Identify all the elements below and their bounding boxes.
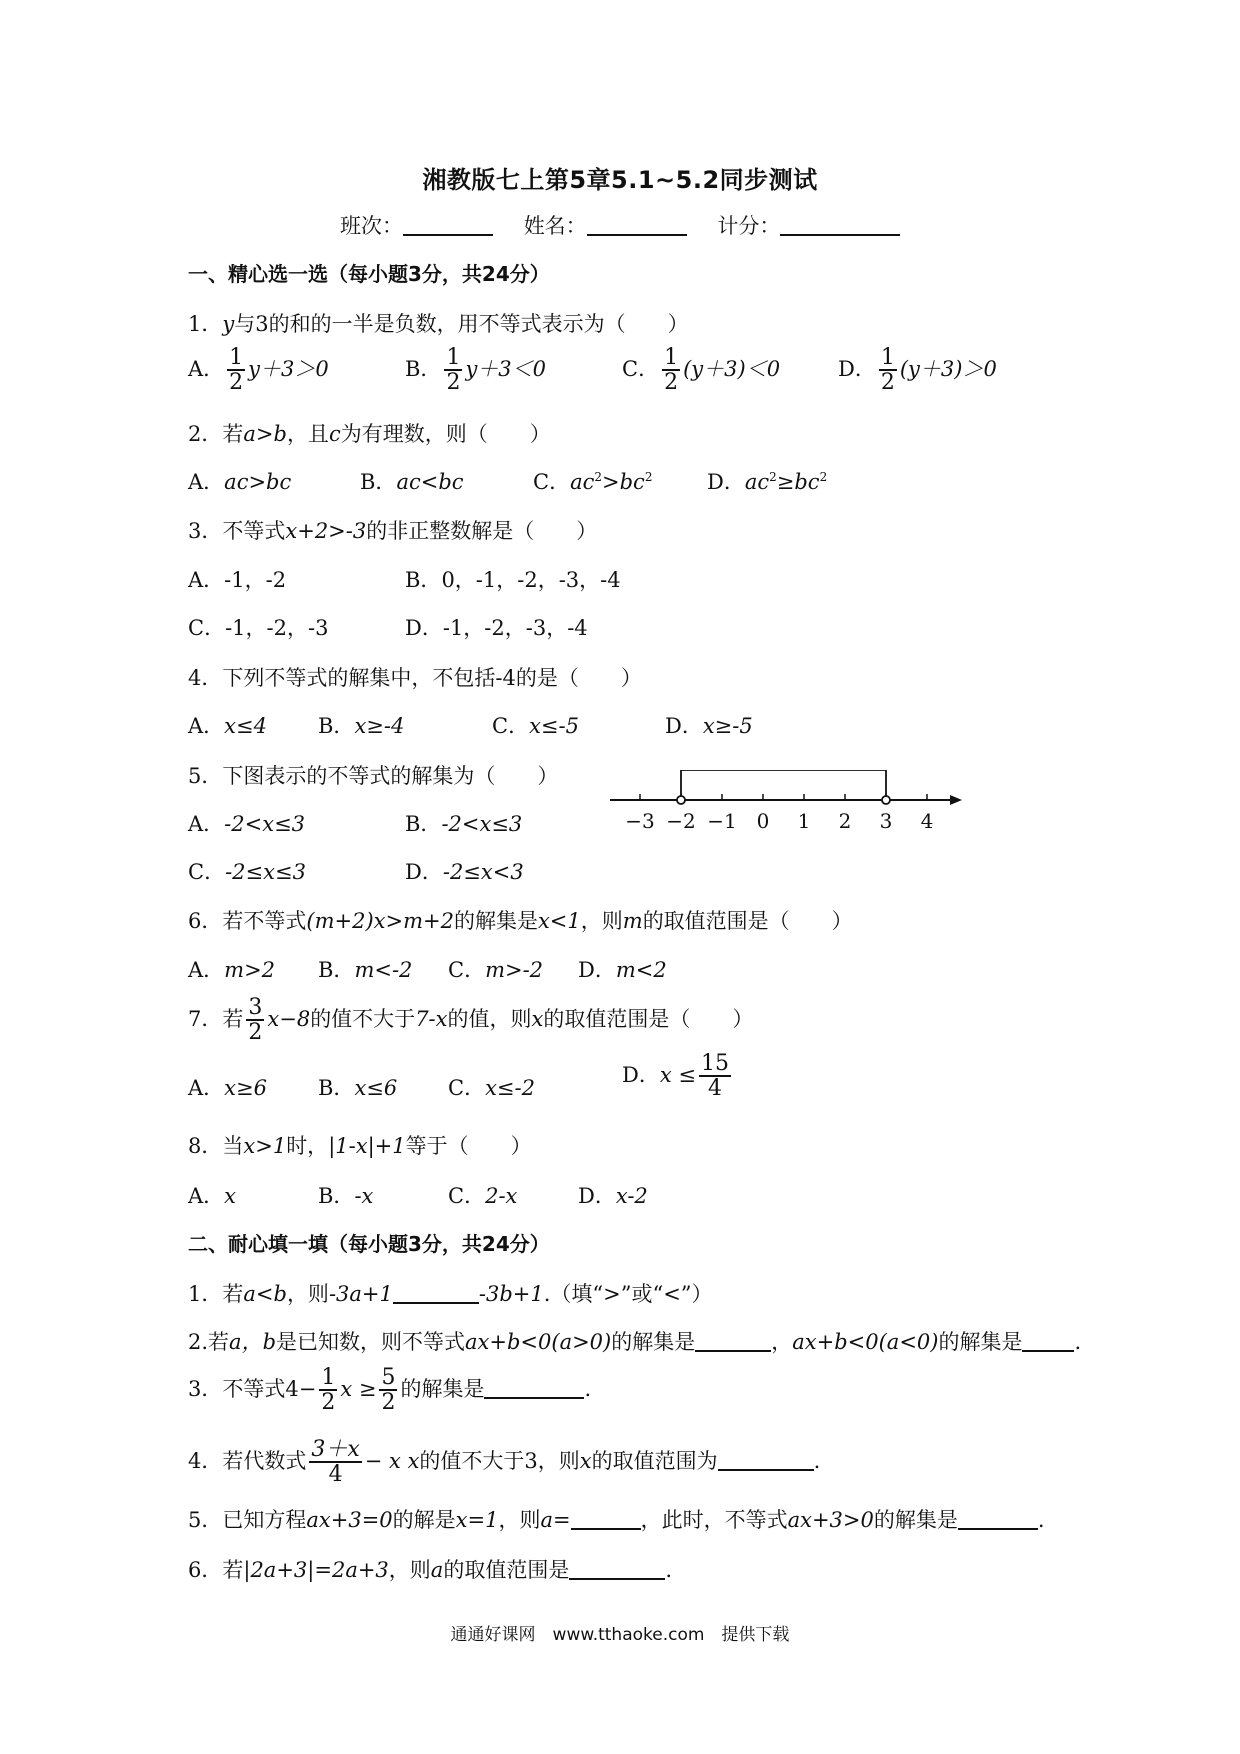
- class-field: [340, 214, 493, 238]
- question-3: 3．不等式x+2>-3的非正整数解是（ ）: [188, 519, 598, 543]
- class-label: 班次：: [340, 214, 403, 238]
- class-blank[interactable]: [403, 214, 493, 236]
- score-label: 计分：: [717, 214, 781, 238]
- name-blank[interactable]: [587, 214, 687, 236]
- fill-5-blank-2[interactable]: [958, 1508, 1038, 1530]
- question-1: [188, 308, 689, 338]
- q4-option-d[interactable]: D．x≥-5: [665, 714, 753, 738]
- q7-option-d[interactable]: D．x ≤ $\frac{15}{4}$: [622, 1051, 729, 1102]
- q1-option-c[interactable]: C． $\frac{1}{2}$ (y＋3)＜0: [622, 345, 781, 396]
- q5-option-a[interactable]: A．-2<x≤3: [188, 812, 306, 836]
- fraction: $\frac{1}{2}$: [446, 345, 461, 396]
- footer-source: 通通好课网 www.tthaoke.com 提供下载: [450, 1625, 790, 1645]
- var-y: y: [222, 312, 235, 336]
- score-blank[interactable]: [780, 214, 900, 236]
- q5-option-b[interactable]: B．-2<x≤3: [405, 812, 523, 836]
- q3-option-d[interactable]: D．-1，-2，-3，-4: [405, 616, 588, 640]
- q2-option-c[interactable]: C．$ac^2>bc^2$: [533, 470, 653, 494]
- q3-option-b[interactable]: B．0，-1，-2，-3，-4: [405, 568, 621, 592]
- question-2: 2．若a>b，且c为有理数，则（ ）: [188, 422, 551, 446]
- question-5: 5．下图表示的不等式的解集为（ ）: [188, 764, 559, 788]
- tick-label: 4: [920, 809, 934, 833]
- q7-option-a[interactable]: A．x≥6: [188, 1076, 267, 1100]
- q6-option-a[interactable]: A．m>2: [188, 958, 276, 982]
- fraction: $\frac{1}{2}$: [321, 1365, 336, 1416]
- fill-4-blank[interactable]: [718, 1449, 814, 1471]
- q1-option-a[interactable]: A． $\frac{1}{2}$ y＋3＞0: [188, 345, 329, 396]
- fraction: $\frac{1}{2}$: [229, 345, 244, 396]
- fraction: $\frac{15}{4}$: [700, 1051, 729, 1102]
- tick-label: −2: [666, 809, 696, 833]
- q8-option-c[interactable]: C．2-x: [448, 1184, 518, 1208]
- score-field: [717, 214, 900, 238]
- q8-option-b[interactable]: B．-x: [318, 1184, 374, 1208]
- q1-option-d[interactable]: D． $\frac{1}{2}$ (y＋3)＞0: [838, 345, 997, 396]
- name-field: [524, 214, 687, 238]
- tick-label: 3: [879, 809, 893, 833]
- q2-option-a[interactable]: A．ac>bc: [188, 470, 292, 494]
- tick-label: 0: [756, 809, 770, 833]
- q3-option-c[interactable]: C．-1，-2，-3: [188, 616, 329, 640]
- q6-option-b[interactable]: B．m<-2: [318, 958, 413, 982]
- question-4: 4．下列不等式的解集中，不包括-4的是（ ）: [188, 666, 642, 690]
- tick-label: −3: [625, 809, 655, 833]
- solution-bracket: [681, 770, 886, 796]
- page-title: 湘教版七上第5章5.1~5.2同步测试: [422, 166, 818, 194]
- section-heading-fill: 二、耐心填一填（每小题3分，共24分）: [188, 1232, 550, 1256]
- fill-2-blank-2[interactable]: [1022, 1330, 1074, 1352]
- open-circle-endpoint: [677, 796, 685, 804]
- fill-4: 4．若代数式 $\frac{3+x}{4}$ − x x的值不大于3，则x的取值范围为 .: [188, 1437, 821, 1488]
- fill-3: 3．不等式4− $\frac{1}{2}$ x ≥ $\frac{5}{2}$ 的解集是 .: [188, 1365, 592, 1416]
- q5-option-d[interactable]: D．-2≤x<3: [405, 860, 524, 884]
- tick-label: 2: [838, 809, 852, 833]
- q5-option-c[interactable]: C．-2≤x≤3: [188, 860, 306, 884]
- fill-1-blank[interactable]: [393, 1282, 479, 1304]
- fill-5: 5．已知方程ax+3=0的解是x=1，则a= ，此时，不等式ax+3>0的解集是 .: [188, 1508, 1045, 1532]
- question-7: 7．若 $\frac{3}{2}$ x−8的值不大于7-x的值，则x的取值范围是（ ）: [188, 995, 754, 1046]
- fill-1: 1．若a<b，则-3a+1 -3b+1.（填“>”或“<”）: [188, 1282, 713, 1306]
- fill-5-blank-1[interactable]: [571, 1508, 641, 1530]
- fill-6-blank[interactable]: [569, 1558, 665, 1580]
- question-stem: 与3的和的一半是负数，用不等式表示为（ ）: [234, 312, 689, 336]
- fill-2: 2.若a，b是已知数，则不等式ax+b<0(a>0)的解集是 ，ax+b<0(a<0)的解集是 .: [188, 1330, 1082, 1354]
- name-label: 姓名：: [523, 214, 587, 238]
- question-number: 1．: [188, 312, 223, 336]
- q2-option-b[interactable]: B．ac<bc: [360, 470, 464, 494]
- section-heading-choice: 一、精心选一选（每小题3分，共24分）: [188, 262, 550, 286]
- question-6: 6．若不等式(m+2)x>m+2的解集是x<1，则m的取值范围是（ ）: [188, 909, 853, 933]
- q8-option-a[interactable]: A．x: [188, 1184, 237, 1208]
- q4-option-a[interactable]: A．x≤4: [188, 714, 267, 738]
- fraction: $\frac{3+x}{4}$: [311, 1437, 360, 1488]
- q6-option-d[interactable]: D．m<2: [578, 958, 667, 982]
- fraction: $\frac{3}{2}$: [248, 995, 263, 1046]
- q8-option-d[interactable]: D．x-2: [578, 1184, 648, 1208]
- open-circle-endpoint: [882, 796, 890, 804]
- student-info-line: [340, 210, 924, 240]
- question-8: 8．当x>1时，|1-x|+1等于（ ）: [188, 1134, 532, 1158]
- q3-option-a[interactable]: A．-1，-2: [188, 568, 287, 592]
- number-line-arrow: [950, 795, 962, 805]
- fill-6: 6．若|2a+3|=2a+3，则a的取值范围是 .: [188, 1558, 673, 1582]
- q4-option-b[interactable]: B．x≥-4: [318, 714, 405, 738]
- q7-option-c[interactable]: C．x≤-2: [448, 1076, 535, 1100]
- fraction: $\frac{1}{2}$: [880, 345, 895, 396]
- fraction: $\frac{1}{2}$: [664, 345, 679, 396]
- fill-3-blank[interactable]: [484, 1377, 584, 1399]
- q1-option-b[interactable]: B． $\frac{1}{2}$ y＋3＜0: [405, 345, 547, 396]
- tick-label: −1: [707, 809, 737, 833]
- q7-option-b[interactable]: B．x≤6: [318, 1076, 398, 1100]
- tick-label: 1: [797, 809, 811, 833]
- q4-option-c[interactable]: C．x≤-5: [492, 714, 579, 738]
- q6-option-c[interactable]: C．m>-2: [448, 958, 544, 982]
- fraction: $\frac{5}{2}$: [381, 1365, 396, 1416]
- number-line-diagram: [610, 770, 970, 850]
- q2-option-d[interactable]: D．$ac^2\ge bc^2$: [707, 470, 828, 494]
- fill-2-blank-1[interactable]: [695, 1330, 771, 1352]
